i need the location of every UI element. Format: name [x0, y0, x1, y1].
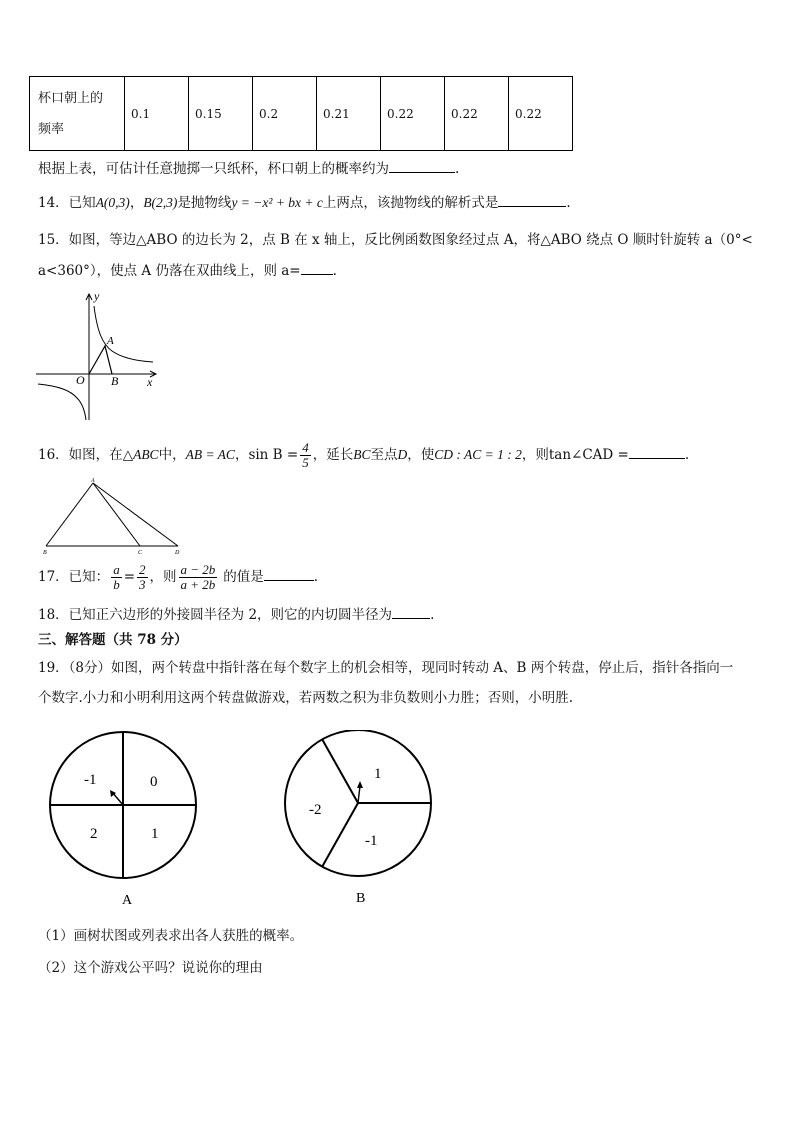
- fraction-denominator: b: [113, 577, 120, 592]
- spinner-a: [46, 730, 202, 910]
- q14-prefix: 14．已知: [38, 195, 96, 211]
- q16-p6: ，则: [521, 447, 549, 463]
- fraction-denominator: 3: [139, 577, 146, 592]
- q14-sep: ，: [129, 195, 144, 211]
- q16-eq1: AB = AC: [185, 447, 235, 462]
- table-row-header: [30, 77, 125, 151]
- label-o: O: [76, 373, 85, 387]
- spinner-b-divider-1: [322, 739, 358, 803]
- q19-line1: 19．（8分）如图，两个转盘中指针落在每个数字上的机会相等，现同时转动 A、B 两个转盘，停止后，指针各指向一: [38, 660, 734, 676]
- q17-eq: =: [123, 569, 135, 585]
- q14-suffix: 上两点，该抛物线的解析式是: [322, 195, 499, 211]
- spinner-b-pointer: [358, 786, 360, 803]
- q16-triangle: △ABC: [122, 447, 159, 462]
- label-c: C: [138, 550, 143, 556]
- q16-ratio: CD : AC = 1 : 2: [434, 447, 522, 462]
- label-a: A: [91, 478, 95, 484]
- q17-suffix: 的值是: [223, 569, 264, 585]
- label-a: A: [107, 335, 114, 347]
- answer-blank[interactable]: [629, 444, 685, 459]
- question-17: [38, 559, 318, 595]
- q13-end: .: [455, 161, 460, 177]
- q16-d: D: [397, 447, 408, 462]
- label-x: x: [147, 375, 153, 389]
- table-cell: 0.2: [253, 77, 317, 151]
- q18-text: 18．已知正六边形的外接圆半径为 2，则它的内切圆半径为: [38, 607, 393, 623]
- answer-blank[interactable]: [389, 158, 455, 173]
- table-cell: 0.22: [509, 77, 573, 151]
- q16-p5: ，使: [407, 447, 435, 463]
- q14-mid: 是抛物线: [177, 195, 232, 211]
- spinner-b-number: 1: [374, 766, 382, 782]
- fraction-expression: [179, 563, 218, 592]
- q14-point-b: B(2,3): [143, 195, 178, 210]
- spinner-a-number: 2: [90, 826, 98, 842]
- fraction-numerator: 4: [302, 440, 309, 455]
- table-cell: 0.1: [125, 77, 189, 151]
- label-b: B: [43, 550, 47, 556]
- q19-line2: 个数字.小力和小明利用这两个转盘做游戏，若两数之积为非负数则小力胜；否则，小明胜.: [38, 690, 574, 706]
- q16-bc: BC: [353, 447, 371, 462]
- q16-tan: tan∠CAD =: [548, 447, 629, 463]
- label-d: D: [175, 550, 180, 556]
- frequency-table: [29, 76, 573, 151]
- side-ad: [93, 483, 178, 546]
- q16-end: .: [684, 447, 690, 463]
- spinner-b-label: B: [356, 891, 366, 906]
- fraction-numerator: a: [113, 562, 120, 577]
- spinner-b-divider-3: [322, 803, 358, 867]
- q14-end: .: [566, 195, 571, 211]
- q16-p3: ，延长: [312, 447, 354, 463]
- table-cell: 0.22: [381, 77, 445, 151]
- table-cell: 0.21: [317, 77, 381, 151]
- side-ac: [93, 483, 140, 546]
- spinner-b: [283, 730, 439, 910]
- q18-end: .: [430, 607, 435, 623]
- question-16: [38, 441, 689, 470]
- section-title: 三、解答题（共 78 分）: [38, 632, 188, 648]
- answer-blank[interactable]: [392, 604, 430, 619]
- label-b: B: [111, 374, 119, 388]
- spinner-a-number: 1: [151, 826, 159, 842]
- triangle-abo: [89, 346, 112, 374]
- answer-blank[interactable]: [301, 260, 333, 275]
- pointer-arrow-icon: [357, 781, 363, 788]
- q16-prefix: 16．如图，在: [38, 447, 123, 463]
- fraction-denominator: 5: [302, 455, 309, 470]
- table-cell: 0.15: [189, 77, 253, 151]
- q13-tail: [38, 158, 459, 179]
- fraction-2-3: [137, 563, 148, 592]
- spinner-a-label: A: [122, 893, 133, 908]
- hyperbola-branch-upper: [94, 306, 153, 362]
- q17-prefix: 17．已知：: [38, 569, 110, 585]
- q15-line1: 15．如图，等边△ABO 的边长为 2，点 B 在 x 轴上，反比例函数图象经过点 A，将△ABO 绕点 O 顺时针旋转 a（0°<: [38, 232, 753, 248]
- fraction-numerator: 2: [139, 562, 146, 577]
- fraction-4-5: [300, 441, 311, 470]
- table-row: [30, 77, 573, 151]
- q17-end: .: [313, 569, 319, 585]
- fraction-numerator: a − 2b: [180, 562, 216, 577]
- hyperbola-branch-lower: [38, 384, 86, 420]
- answer-blank[interactable]: [264, 566, 314, 581]
- hyperbola-figure: [36, 290, 162, 422]
- q15-end: .: [332, 263, 337, 279]
- q16-sin: sin B =: [248, 447, 299, 463]
- answer-blank[interactable]: [498, 192, 566, 207]
- q16-p2: ，: [234, 447, 249, 463]
- q16-p1: 中，: [158, 447, 186, 463]
- q14-point-a: A(0,3): [95, 195, 130, 210]
- q19-sub2: （2）这个游戏公平吗？说说你的理由: [38, 960, 263, 976]
- fraction-a-b: [111, 563, 122, 592]
- q17-mid: ，则: [149, 569, 177, 585]
- question-14: [38, 192, 571, 213]
- table-cell: 0.22: [445, 77, 509, 151]
- question-18: [38, 604, 434, 625]
- side-ab: [46, 483, 93, 546]
- triangle-figure: [38, 474, 188, 556]
- q16-p4: 至点: [370, 447, 398, 463]
- q15-line2: [38, 260, 337, 281]
- row-header-line1: 杯口朝上的: [38, 90, 104, 106]
- q15-line2-text: a<360°），使点 A 仍落在双曲线上，则 a=: [38, 263, 301, 279]
- spinner-b-number: -2: [309, 802, 322, 818]
- fraction-denominator: a + 2b: [180, 577, 216, 592]
- spinner-a-number: 0: [150, 774, 158, 790]
- row-header-line2: 频率: [38, 121, 65, 137]
- spinner-a-number: -1: [84, 772, 97, 788]
- label-y: y: [94, 290, 100, 303]
- q19-sub1: （1）画树状图或列表求出各人获胜的概率。: [38, 928, 304, 944]
- spinner-b-number: -1: [365, 833, 378, 849]
- q14-formula: y = −x² + bx + c: [231, 195, 323, 210]
- q13-text: 根据上表，可估计任意抛掷一只纸杯，杯口朝上的概率约为: [38, 161, 389, 177]
